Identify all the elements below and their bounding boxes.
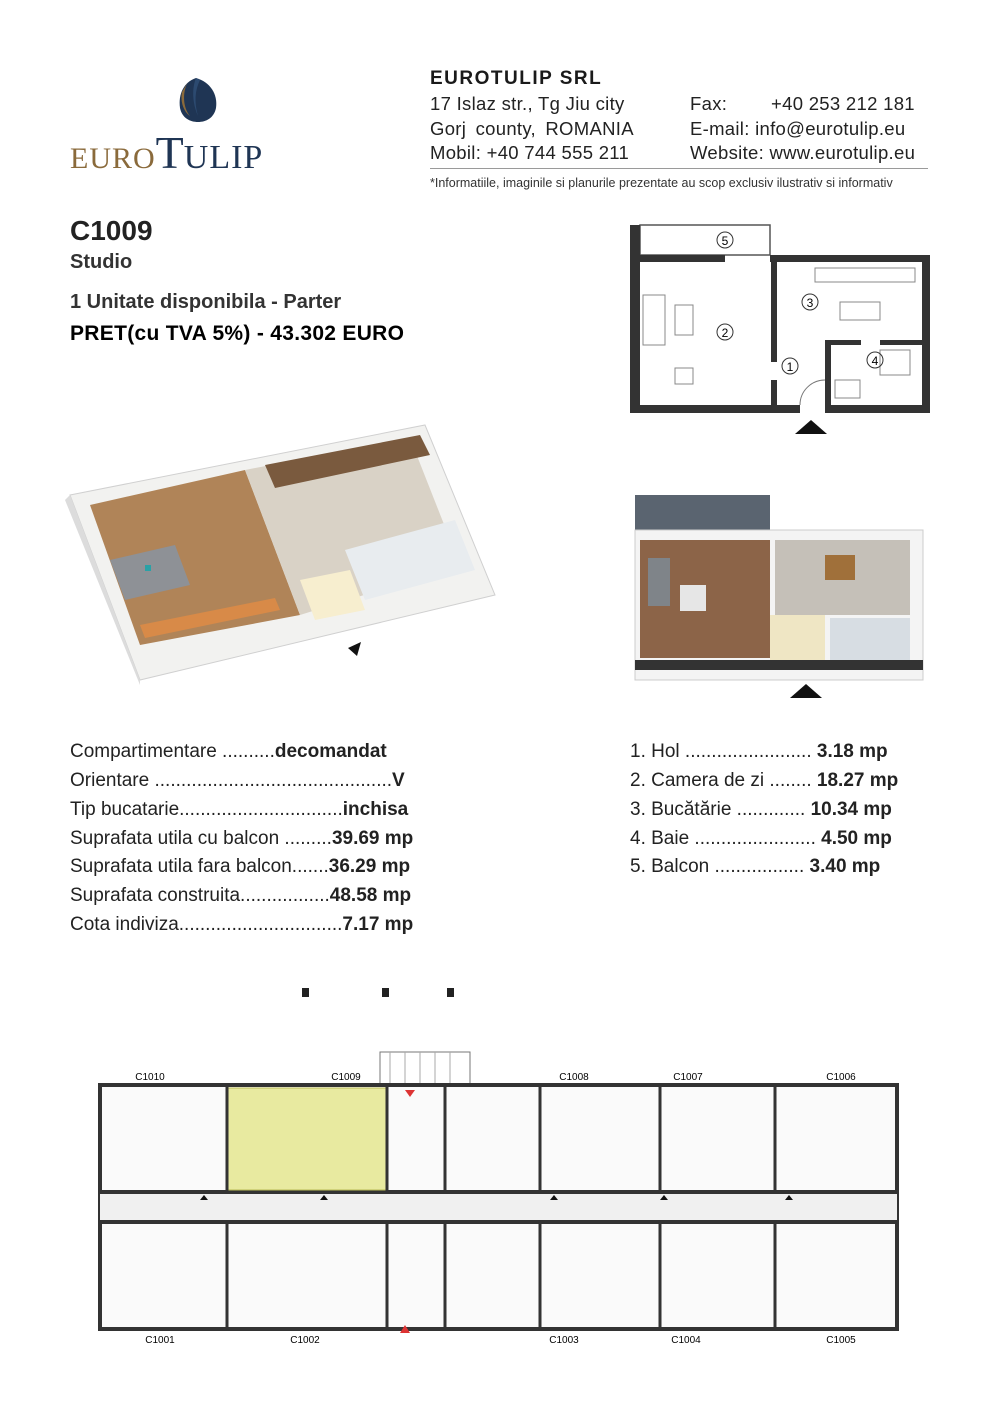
fax-label: Fax: [690, 93, 728, 114]
spec-label: Suprafata utila cu balcon ......... [70, 828, 332, 849]
room-label: 5. Balcon ................. [630, 856, 805, 877]
price: PRET(cu TVA 5%) - 43.302 EURO [70, 322, 405, 345]
disclaimer: *Informatiile, imaginile si planurile prezentate au scop exclusiv ilustrativ si informativ [430, 176, 893, 190]
spec-row [70, 799, 408, 821]
spec-label: Compartimentare .......... [70, 741, 275, 762]
header-divider [430, 168, 928, 169]
spec-label: Tip bucatarie............................... [70, 799, 343, 820]
plan-label-3: 3 [806, 296, 814, 310]
room-row [630, 856, 880, 878]
unit-label: C1002 [290, 1335, 320, 1346]
mobile-phone: Mobil: +40 744 555 211 [430, 142, 630, 163]
spec-value: V [392, 770, 405, 791]
render-3d-isometric [65, 420, 500, 685]
spec-row [70, 856, 410, 878]
building-floor-plan [95, 985, 905, 1355]
room-area: 3.18 mp [816, 741, 888, 762]
room-label: 1. Hol ........................ [630, 741, 812, 762]
room-row [630, 828, 892, 850]
eurotulip-logo [70, 72, 320, 178]
spec-value: 36.29 mp [328, 856, 411, 877]
unit-code: C1009 [70, 215, 153, 246]
logo-euro: EURO [70, 142, 156, 175]
plan-label-4: 4 [871, 354, 879, 368]
room-area: 18.27 mp [816, 770, 899, 791]
email[interactable]: E-mail: info@eurotulip.eu [690, 118, 906, 139]
website[interactable]: Website: www.eurotulip.eu [690, 142, 916, 163]
spec-row [70, 741, 387, 763]
room-area: 3.40 mp [809, 856, 881, 877]
spec-label: Orientare ............................................. [70, 770, 393, 791]
unit-type: Studio [70, 251, 133, 273]
unit-label: C1010 [135, 1072, 165, 1083]
room-label: 4. Baie ....................... [630, 828, 816, 849]
logo-ulip: ULIP [183, 139, 264, 176]
spec-value: 48.58 mp [329, 885, 412, 906]
unit-label: C1009 [331, 1072, 361, 1083]
room-area: 10.34 mp [810, 799, 892, 820]
unit-label: C1003 [549, 1335, 579, 1346]
plan-label-1: 1 [786, 360, 794, 374]
spec-value: decomandat [274, 741, 387, 762]
unit-label: C1006 [826, 1072, 856, 1083]
room-label: 3. Bucătărie ............. [630, 799, 806, 820]
plan-label-5: 5 [721, 234, 729, 248]
room-row [630, 741, 888, 763]
spec-value: 7.17 mp [342, 914, 414, 935]
render-top-view [630, 490, 930, 700]
spec-value: 39.69 mp [331, 828, 414, 849]
room-label: 2. Camera de zi ........ [630, 770, 812, 791]
plan-label-2: 2 [721, 326, 729, 340]
availability: 1 Unitate disponibila - Parter [70, 291, 342, 313]
logo-t: T [155, 127, 184, 178]
unit-label: C1005 [826, 1335, 856, 1346]
spec-label: Suprafata utila fara balcon....... [70, 856, 329, 877]
fax-number: +40 253 212 181 [771, 93, 915, 114]
address-line-2: Gorj county, ROMANIA [430, 118, 634, 139]
floor-plan-2d [625, 220, 935, 440]
company-name: EUROTULIP SRL [430, 68, 603, 89]
unit-label: C1008 [559, 1072, 589, 1083]
spec-label: Cota indiviza............................... [70, 914, 343, 935]
unit-label: C1007 [673, 1072, 703, 1083]
logo-wordmark [70, 126, 263, 179]
unit-label: C1001 [145, 1335, 175, 1346]
room-row [630, 799, 892, 821]
spec-row [70, 885, 411, 907]
spec-row [70, 914, 413, 936]
unit-label: C1004 [671, 1335, 701, 1346]
room-area: 4.50 mp [821, 828, 892, 849]
spec-value: inchisa [342, 799, 409, 820]
room-row [630, 770, 898, 792]
address-line-1: 17 Islaz str., Tg Jiu city [430, 93, 625, 114]
spec-row [70, 770, 405, 792]
spec-row [70, 828, 413, 850]
spec-label: Suprafata construita................. [70, 885, 330, 906]
